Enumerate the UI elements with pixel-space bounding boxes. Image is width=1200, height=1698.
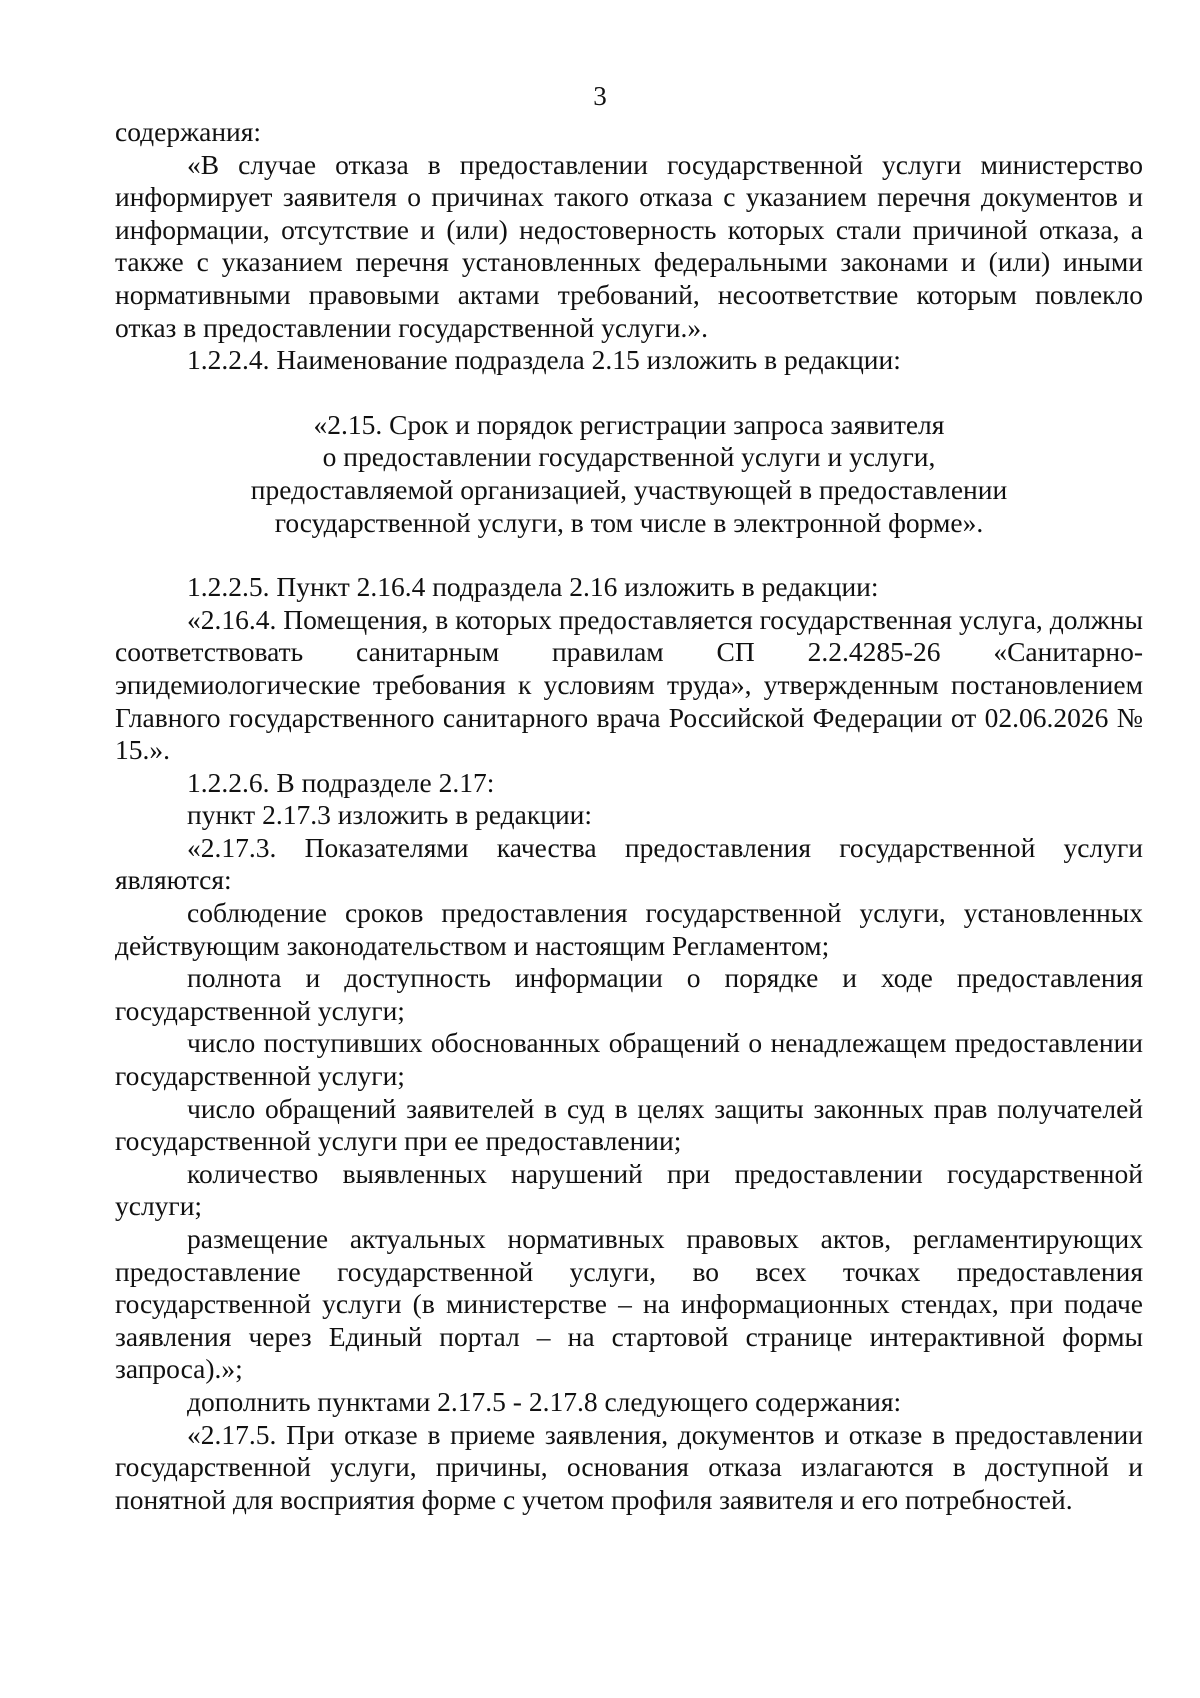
paragraph: содержания: — [115, 116, 262, 147]
paragraph: размещение актуальных нормативных правовых актов, регламентирующих предоставление государственной услуги, во всех точках предоставления государственной услуги (в министерстве – на информационных стендах, при подаче заявления через Единый портал – на стартовой странице интерактивной формы запроса).»; — [115, 1223, 1143, 1385]
paragraph: число обращений заявителей в суд в целях защиты законных прав получателей государственной услуги при ее предоставлении; — [115, 1092, 1143, 1157]
paragraph: соблюдение сроков предоставления государственной услуги, установленных действующим законодательством и настоящим Регламентом; — [115, 897, 1143, 961]
paragraph: 1.2.2.5. Пункт 2.16.4 подраздела 2.16 изложить в редакции: — [187, 571, 879, 603]
paragraph: «2.16.4. Помещения, в которых предоставляется государственная услуга, должны соответствовать санитарным правилам СП 2.2.4285-26 «Санитарно-эпидемиологические требования к условиям труда», утвержденным постановлением Главного государственного санитарного врача Российской Федерации от 02.06.2026 № 15.». — [115, 603, 1143, 766]
heading-line: «2.15. Срок и порядок регистрации запроса заявителя — [313, 408, 945, 440]
paragraph: «2.17.3. Показателями качества предоставления государственной услуги являются: — [115, 831, 1143, 896]
document-body — [115, 116, 1143, 1516]
paragraph: количество выявленных нарушений при предоставлении государственной услуги; — [115, 1157, 1143, 1222]
paragraph: 1.2.2.4. Наименование подраздела 2.15 изложить в редакции: — [187, 344, 901, 376]
paragraph: полнота и доступность информации о порядке и ходе предоставления государственной услуги; — [115, 962, 1143, 1026]
paragraph: 1.2.2.6. В подразделе 2.17: — [187, 766, 495, 798]
paragraph: «2.17.5. При отказе в приеме заявления, документов и отказе в предоставлении государственной услуги, причины, основания отказа излагаются в доступной и понятной для восприятия форме с учетом профиля заявителя и его потребностей. — [115, 1418, 1143, 1515]
page-number: 3 — [593, 81, 607, 111]
paragraph: дополнить пунктами 2.17.5 - 2.17.8 следующего содержания: — [187, 1385, 902, 1417]
heading-line: о предоставлении государственной услуги и услуги, — [322, 441, 936, 473]
paragraph: «В случае отказа в предоставлении государственной услуги министерство информирует заявителя о причинах такого отказа с указанием перечня документов и информации, отсутствие и (или) недостоверность которых стали причиной отказа, а также с указанием перечня установленных федеральными законами и (или) иными нормативными правовыми актами требований, несоответствие которым повлекло отказ в предоставлении государственной услуги.». — [115, 148, 1143, 343]
heading-line: предоставляемой организацией, участвующей в предоставлении — [250, 473, 1008, 505]
heading-line: государственной услуги, в том числе в электронной форме». — [274, 506, 984, 538]
paragraph: число поступивших обоснованных обращений о ненадлежащем предоставлении государственной услуги; — [115, 1027, 1143, 1092]
paragraph: пункт 2.17.3 изложить в редакции: — [187, 799, 593, 831]
section-heading — [115, 409, 1143, 539]
